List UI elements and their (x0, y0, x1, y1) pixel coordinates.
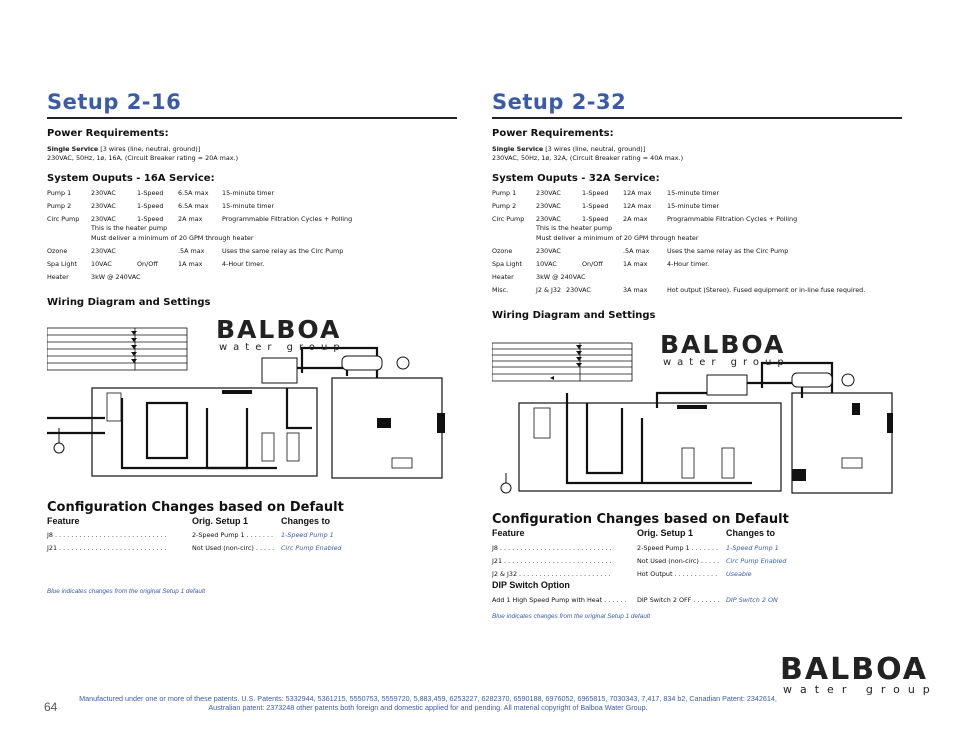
title-rule (492, 117, 902, 119)
circ-subnote-1: This is the heater pump (91, 224, 168, 232)
system-outputs-heading: System Ouputs - 32A Service: (492, 173, 660, 184)
power-requirements-heading: Power Requirements: (492, 128, 614, 139)
wiring-heading: Wiring Diagram and Settings (47, 297, 211, 308)
power-line-1: Single Service [3 wires (line, neutral, ground)] (492, 145, 646, 153)
circ-subnote-2: Must deliver a minimum of 20 GPM through heater (536, 234, 699, 242)
wiring-heading: Wiring Diagram and Settings (492, 310, 656, 321)
page-number: 64 (44, 700, 58, 714)
power-line-1: Single Service [3 wires (line, neutral, ground)] (47, 145, 201, 153)
power-requirements-heading: Power Requirements: (47, 128, 169, 139)
power-line-2: 230VAC, 50Hz, 1ø, 32A, (Circuit Breaker rating = 40A max.) (492, 154, 684, 162)
system-outputs-heading: System Ouputs - 16A Service: (47, 173, 215, 184)
page-title: Setup 2-32 (492, 90, 627, 114)
power-line-2: 230VAC, 50Hz, 1ø, 16A, (Circuit Breaker rating = 20A max.) (47, 154, 239, 162)
config-changes-heading: Configuration Changes based on Default (47, 500, 344, 515)
circ-subnote-2: Must deliver a minimum of 20 GPM through heater (91, 234, 254, 242)
balboa-logo: BALBOA water group (216, 315, 346, 353)
blue-note: Blue indicates changes from the original Setup 1 default (492, 613, 651, 620)
config-changes-heading: Configuration Changes based on Default (492, 512, 789, 527)
patent-footer: Manufactured under one or more of these patents. U.S. Patents: 5332944, 5361215, 5550753, 5559720, 5,883,459, 6253227, 6282370, 6590188, 6976052, 6965815, 7030343, 7,417, 834 b2, Canadian Patent: 2342614, Australian patent: 2373248 other patents both foreign and domestic applied for and pending. All material copyright of Balboa Water Group. (79, 694, 777, 712)
page-title: Setup 2-16 (47, 90, 182, 114)
blue-note: Blue indicates changes from the original Setup 1 default (47, 588, 206, 595)
balboa-logo-large: BALBOA water group (780, 652, 938, 696)
circ-subnote-1: This is the heater pump (536, 224, 613, 232)
title-rule (47, 117, 457, 119)
balboa-logo: BALBOA water group (660, 330, 790, 368)
